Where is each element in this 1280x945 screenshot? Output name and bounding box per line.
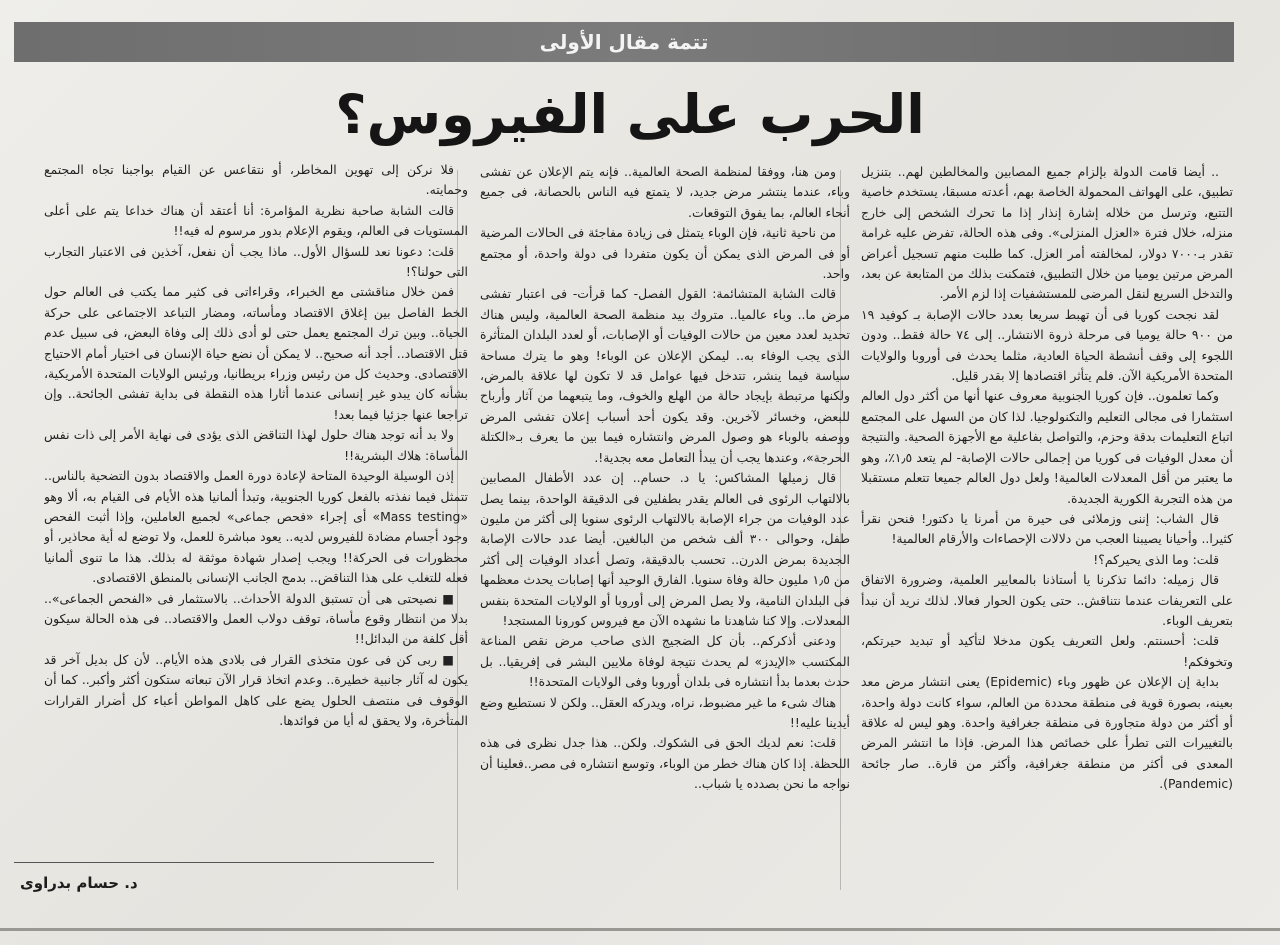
paragraph: ودعنى أذكركم.. بأن كل الضجيج الذى صاحب مرض نقص المناعة المكتسب «الإيدز» لم يحدث نتيجة لوفاة ملايين البشر فى إفريقيا.. بل حدث بعدما بدأ انتشاره فى بلدان أوروبا وفى الولايات المتحدة!! bbox=[480, 633, 850, 690]
byline-rule bbox=[14, 862, 434, 863]
article-column-left bbox=[44, 160, 468, 855]
paragraph: بداية إن الإعلان عن ظهور وباء (Epidemic) يعنى انتشار مرض معد بعينه، بصورة قوية فى منطقة محددة من العالم، سواء كانت دولة واحدة، أو أكثر من دولة متجاورة فى منطقة جغرافية واحدة. وهو ليس له علاقة بالتغييرات التى تطرأ على خصائص هذا المرض. فإذا ما انتشر المرض المعدى فى أكثر من منطقة جغرافية، وأكثر من قارة.. صار جائحة (Pandemic). bbox=[861, 674, 1233, 792]
article-column-middle bbox=[480, 162, 850, 892]
banner-label: تتمة مقال الأولى bbox=[539, 30, 709, 54]
paragraph: من ناحية ثانية، فإن الوباء يتمثل فى زيادة مفاجئة فى الحالات المرضية أو فى المرض الذى يمكن أن يكون متفردا فى دولة واحدة، أو مجتمع واحد. bbox=[480, 225, 850, 282]
paragraph: إذن الوسيلة الوحيدة المتاحة لإعادة دورة العمل والاقتصاد بدون التضحية بالناس.. تتمثل فيما نفذته بالفعل كوريا الجنوبية، وتبدأ ألمانيا هذه الأيام فى القيام به، ألا وهو «Mass testing» أى إجراء «فحص جماعى» لجميع العاملين، وإذا أثبت الفحص وجود أجسام مضادة للفيروس لديه.. يعود مباشرة للعمل، ولا توضع له أية محاذير، أو محظورات فى الحركة!! ويجب إصدار شهادة موثقة له بذلك. هذا ما تنوى ألمانيا فعله للتغلب على هذا التناقض.. بدمج الجانب الإنسانى بالمنطق الاقتصادى. bbox=[44, 468, 468, 586]
paragraph: قلت: أحسنتم. ولعل التعريف يكون مدخلا لتأكيد أو تبديد حيرتكم، وتخوفكم! bbox=[861, 633, 1233, 669]
paragraph: قالت الشابة المتشائمة: القول الفصل- كما قرأت- فى اعتبار تفشى مرض ما.. وباء عالميا.. متروك بيد منظمة الصحة العالمية، وليس هناك تحديد لعدد معين من حالات الوفيات أو الإصابات، أو لعدد البلدان المتأثرة الذى يجب الوفاء به.. ليمكن الإعلان عن الوباء! وهو ما يترك مساحة سياسة فيما ينشر، تتدخل فيها عوامل قد لا تكون لها علاقة بالمرض، ولكنها مرتبطة بإيجاد حالة من الهلع والخوف، وما يتبعهما من آثار وأرباح للبعض، وخسائر لآخرين. وقد يكون أحد أسباب إعلان تفشى المرض ووصفه بالوباء هو وصول المرض وانتشاره فيما بين ما يعرف بـ«الكتلة الحرجة»، وعندها يجب أن يبدأ التعامل معه بجدية!. bbox=[480, 286, 850, 465]
paragraph: قال الشاب: إننى وزملائى فى حيرة من أمرنا يا دكتور! فنحن نقرأ كثيرا.. وأحيانا يصيبنا العجب من دلالات الإحصاءات والأرقام العالمية! bbox=[861, 510, 1233, 547]
headline-title: الحرب على الفيروس؟ bbox=[335, 82, 925, 146]
page-bottom-rule bbox=[0, 928, 1280, 931]
section-banner bbox=[14, 22, 1234, 62]
paragraph: هناك شىء ما غير مضبوط، نراه، ويدركه العقل.. ولكن لا نستطيع وضع أيدينا عليه!! bbox=[480, 694, 850, 730]
paragraph: فلا نركن إلى تهوين المخاطر، أو نتقاعس عن القيام بواجبنا تجاه المجتمع وحمايته. bbox=[44, 162, 468, 198]
paragraph: قالت الشابة صاحبة نظرية المؤامرة: أنا أعتقد أن هناك خداعا يتم على أعلى المستويات فى العالم، ويقوم الإعلام بدور مرسوم له فيه!! bbox=[44, 202, 468, 239]
paragraph: قال زميلها المشاكس: يا د. حسام.. إن عدد الأطفال المصابين بالالتهاب الرئوى فى العالم يقدر بطفلين فى الدقيقة الواحدة، بينما يصل عدد الوفيات من جراء الإصابة بالالتهاب الرئوى سنويا إلى أكثر من مليون طفل، وحوالى ٣٠٠ ألف شخص من البالغين. أيضا عدد حالات الإصابة الجديدة بمرض الدرن.. تحسب بالدقيقة، وتصل أعداد الوفيات إلى أكثر من ١٫٥ مليون حالة وفاة سنويا. الفارق الوحيد أنها إصابات يحدث معظمها فى البلدان النامية، ولا يصل المرض إلى أوروبا أو الولايات المتحدة بنفس المعدلات. وإلا كنا شاهدنا ما نشهده الآن مع فيروس كورونا المستجد! bbox=[480, 470, 850, 628]
paragraph: لقد نجحت كوريا فى أن تهبط سريعا بعدد حالات الإصابة بـ كوفيد ١٩ من ٩٠٠ حالة يوميا فى مرحلة ذروة الانتشار.. إلى ٧٤ حالة فقط.. ودون اللجوء إلى وقف أنشطة الحياة العادية، مثلما يحدث فى أوروبا والولايات المتحدة الأمريكية الآن. فلم يتأثر اقتصادها إلا بقدر قليل. bbox=[861, 306, 1233, 384]
paragraph: ولا بد أنه توجد هناك حلول لهذا التناقض الذى يؤدى فى نهاية الأمر إلى ذات نفس المأساة: هلاك البشرية!! bbox=[44, 427, 468, 463]
paragraph: قلت: وما الذى يحيركم؟! bbox=[1093, 551, 1219, 567]
paragraph: ومن هنا، ووفقا لمنظمة الصحة العالمية.. فإنه يتم الإعلان عن تفشى وباء، عندما ينتشر مرض جديد، لا يتمتع فيه الناس بالحصانة، فى جميع أنحاء العالم، بما يفوق التوقعات. bbox=[480, 164, 850, 220]
paragraph: .. أيضا قامت الدولة بإلزام جميع المصابين والمخالطين لهم.. بتنزيل تطبيق، على الهواتف المحمولة الخاصة بهم، أعدته مسبقا، يستخدم خاصية التتبع، وترسل من خلاله إشارة إنذار إذا ما تحرك الشخص إلى خارج منزله، خلال فترة «العزل المنزلى». وفى هذه الحالة، تفرض عليه غرامة تقدر بـ٧٠٠٠ دولار، لمخالفته أمر العزل. كما طلبت منهم تسجيل أعراض المرض مرتين يوميا من خلال التطبيق، فتمكنت بذلك من المتابعة عن بعد، والتدخل السريع لنقل المرضى للمستشفيات إذا لزم الأمر. bbox=[861, 164, 1233, 302]
paragraph: قلت: دعونا نعد للسؤال الأول.. ماذا يجب أن نفعل، آخذين فى الاعتبار التجارب التى حولنا؟! bbox=[44, 243, 468, 280]
paragraph: قلت: نعم لديك الحق فى الشكوك. ولكن.. هذا جدل نظرى فى هذه اللحظة. إذا كان هناك خطر من الوباء، وتوسع انتشاره فى مصر..فعلينا أن نواجه ما نحن بصدده يا شباب.. bbox=[480, 735, 850, 792]
author-byline: د. حسام بدراوى bbox=[20, 874, 138, 892]
paragraph: ■ نصيحتى هى أن تستبق الدولة الأحداث.. بالاستثمار فى «الفحص الجماعى».. بدلا من انتظار وقوع مأساة، توقف دولاب العمل والاقتصاد.. فى هذه الحالة سيكون أقل كلفة من البدائل!! bbox=[44, 590, 468, 647]
paragraph: وكما تعلمون.. فإن كوريا الجنوبية معروف عنها أنها من أكثر دول العالم استثمارا فى مجالى التعليم والتكنولوجيا. لذا كان من السهل على المجتمع اتباع التعليمات بدقة وحزم، والتواصل بفاعلية مع الأجهزة الصحية. والنتيجة أن معدل الوفيات فى كوريا من إجمالى حالات الإصابة- لم يتعد ١٫٥٪، وهو ما يعتبر من أقل المعدلات العالمية! ولعل دول العالم جميعا تتعلم مستقبلا من هذه التجربة الكورية الجديدة. bbox=[861, 388, 1233, 506]
paragraph: ■ ربى كن فى عون متخذى القرار فى بلادى هذه الأيام.. لأن كل بديل آخر قد يكون له آثار جانبية خطيرة.. وعدم اتخاذ قرار الآن تبعاته ستكون أكثر وأكبر.. كما أن الوقوف فى منتصف الحلول يضع على كاهل المواطن أعباء كل أضرار القرارات المتأخرة، ولا يحقق له أيا من فوائدها. bbox=[44, 651, 468, 728]
article-column-right bbox=[861, 162, 1233, 892]
paragraph: فمن خلال مناقشتى مع الخبراء، وقراءاتى فى كثير مما يكتب فى العالم حول الخط الفاصل بين إغلاق الاقتصاد ومأساته، ومضار التباعد الاجتماعى على حركة الحياة.. وبين ترك المجتمع يعمل حتى لو أدى ذلك إلى وفاة البعض، فى سبيل عدم قتل الاقتصاد.. أجد أنه صحيح.. لا يمكن أن نضع حياة الإنسان فى اختيار أمام الاحتياج الاقتصادى. وحديث كل من رئيس وزراء بريطانيا، ورئيس الولايات المتحدة الأمريكية، بشأنه كان يبدو غير إنسانى عندما أثارا هذه النقطة فى بداية تفشى الجائحة.. وإن تراجعا عنها جزئيا فيما بعد! bbox=[44, 284, 468, 422]
paragraph: قال زميله: دائما تذكرنا يا أستاذنا بالمعايير العلمية، وضرورة الاتفاق على التعريفات عندما نتناقش.. حتى يكون الحوار فعالا. لذلك نريد أن نبدأ بتعريف الوباء. bbox=[861, 572, 1233, 628]
